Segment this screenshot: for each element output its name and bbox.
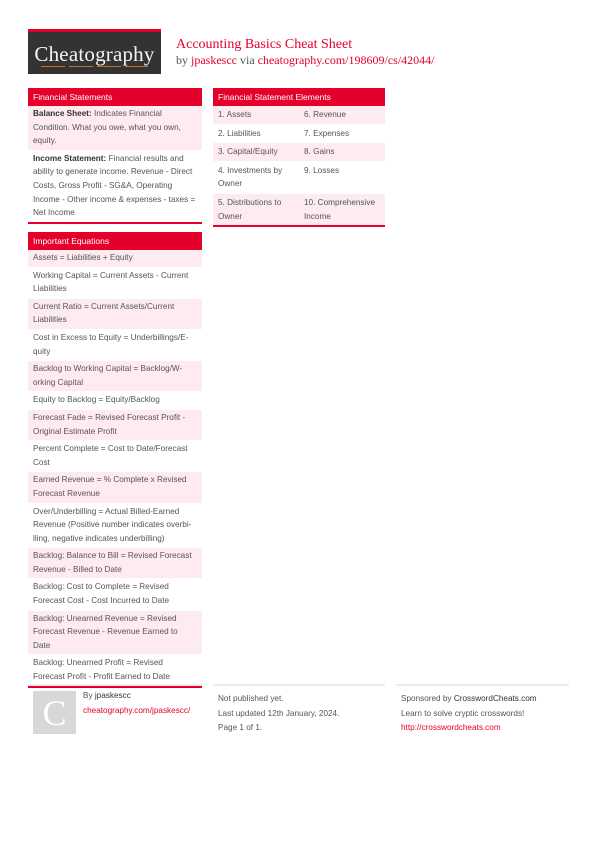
- financial-statements-box: [28, 88, 202, 224]
- sponsor-tagline: Learn to solve cryptic crosswords!: [401, 708, 525, 718]
- list-item: Backlog to Working Capital = Backlog/W-orking Capital: [28, 360, 202, 391]
- via-text: via: [239, 53, 255, 67]
- page-title: Accounting Basics Cheat Sheet: [176, 37, 353, 52]
- page-number: Page 1 of 1.: [218, 723, 263, 732]
- description: Financial results and ability to generate income. Revenue - Direct Costs, Gross Profit - SG&A, Operating Income - Other income & expenses - taxes = Net Income: [33, 153, 196, 218]
- published-status: Not published yet.: [218, 694, 284, 703]
- footer-status: [213, 684, 385, 736]
- avatar[interactable]: C: [33, 691, 76, 734]
- author-name: jpaskescc: [94, 691, 131, 700]
- term: Balance Sheet:: [33, 109, 92, 118]
- footer-sponsor: [396, 684, 569, 736]
- section-header: Important Equations: [28, 232, 202, 250]
- table-cell: 4. Investments by Owner: [218, 165, 283, 189]
- sponsor-line: [401, 692, 569, 707]
- section-header: Financial Statement Elements: [213, 88, 385, 106]
- table-cell: 10. Comprehensive Income: [304, 197, 375, 221]
- list-item: Forecast Fade = Revised Forecast Profit - Original Estimate Profit: [28, 409, 202, 440]
- table-row: [213, 106, 385, 124]
- list-item: Assets = Liabilities + Equity: [28, 250, 202, 267]
- list-item: Backlog: Cost to Complete = Revised Forecast Cost - Cost Incurred to Date: [28, 578, 202, 609]
- table-row: [213, 161, 385, 193]
- statement-elements-box: [213, 88, 385, 227]
- table-row: [213, 124, 385, 143]
- table-row: [213, 193, 385, 225]
- table-cell: 6. Revenue: [304, 110, 346, 119]
- cheatography-logo[interactable]: [28, 29, 161, 74]
- author-line: [83, 689, 190, 704]
- logo-underline: [41, 66, 148, 67]
- author-profile-link[interactable]: cheatography.com/jpaskescc/: [83, 705, 191, 715]
- table-cell: 5. Distributions to Owner: [218, 197, 282, 221]
- table-cell: 8. Gains: [304, 147, 335, 157]
- description: Indicates Financial Condition. What you owe, what you own, equity.: [33, 109, 181, 146]
- list-item: Current Ratio = Current Assets/Current Liabilities: [28, 298, 202, 329]
- byline: [176, 53, 435, 68]
- sheet-url-link[interactable]: cheatography.com/198609/cs/42044/: [257, 53, 435, 67]
- sponsor-link[interactable]: http://crosswordcheats.com: [401, 723, 501, 732]
- term: Income Statement:: [33, 153, 107, 163]
- table-cell: 2. Liabilities: [218, 128, 261, 138]
- table-cell: 7. Expenses: [304, 128, 350, 138]
- list-item: Percent Complete = Cost to Date/Forecast Cost: [28, 440, 202, 471]
- list-item: Cost in Excess to Equity = Underbillings/E-quity: [28, 329, 202, 360]
- section-header: Financial Statements: [28, 88, 202, 106]
- sponsor-name: CrosswordCheats.com: [453, 694, 537, 703]
- table-cell: 1. Assets: [218, 110, 252, 119]
- logo-text: Cheatography: [34, 42, 155, 66]
- list-item: Earned Revenue = % Complete x Revised Forecast Revenue: [28, 471, 202, 502]
- table-row: [213, 142, 385, 161]
- list-item: Working Capital = Current Assets - Current Liabilities: [28, 267, 202, 298]
- footer-author: [28, 684, 202, 744]
- important-equations-box: [28, 232, 202, 688]
- list-item: [28, 106, 202, 150]
- table-cell: 3. Capital/Equity: [218, 147, 278, 157]
- list-item: Over/Underbilling = Actual Billed-Earned Revenue (Positive number indicates overbi-lling, negative indicates underbilling): [28, 503, 202, 548]
- list-item: Backlog: Unearned Profit = Revised Forecast Profit - Profit Earned to Date: [28, 654, 202, 685]
- list-item: Equity to Backlog = Equity/Backlog: [28, 391, 202, 409]
- list-item: Backlog: Unearned Revenue = Revised Forecast Revenue - Revenue Earned to Date: [28, 610, 202, 655]
- table-cell: 9. Losses: [304, 165, 340, 175]
- by-prefix: by: [176, 53, 188, 67]
- by-prefix: By: [83, 691, 93, 700]
- author-link[interactable]: jpaskescc: [191, 53, 237, 67]
- list-item: [28, 150, 202, 222]
- list-item: Backlog: Balance to Bill = Revised Forecast Revenue - Billed to Date: [28, 547, 202, 578]
- last-updated: Last updated 12th January, 2024.: [218, 708, 340, 718]
- sponsor-prefix: Sponsored by: [401, 694, 452, 703]
